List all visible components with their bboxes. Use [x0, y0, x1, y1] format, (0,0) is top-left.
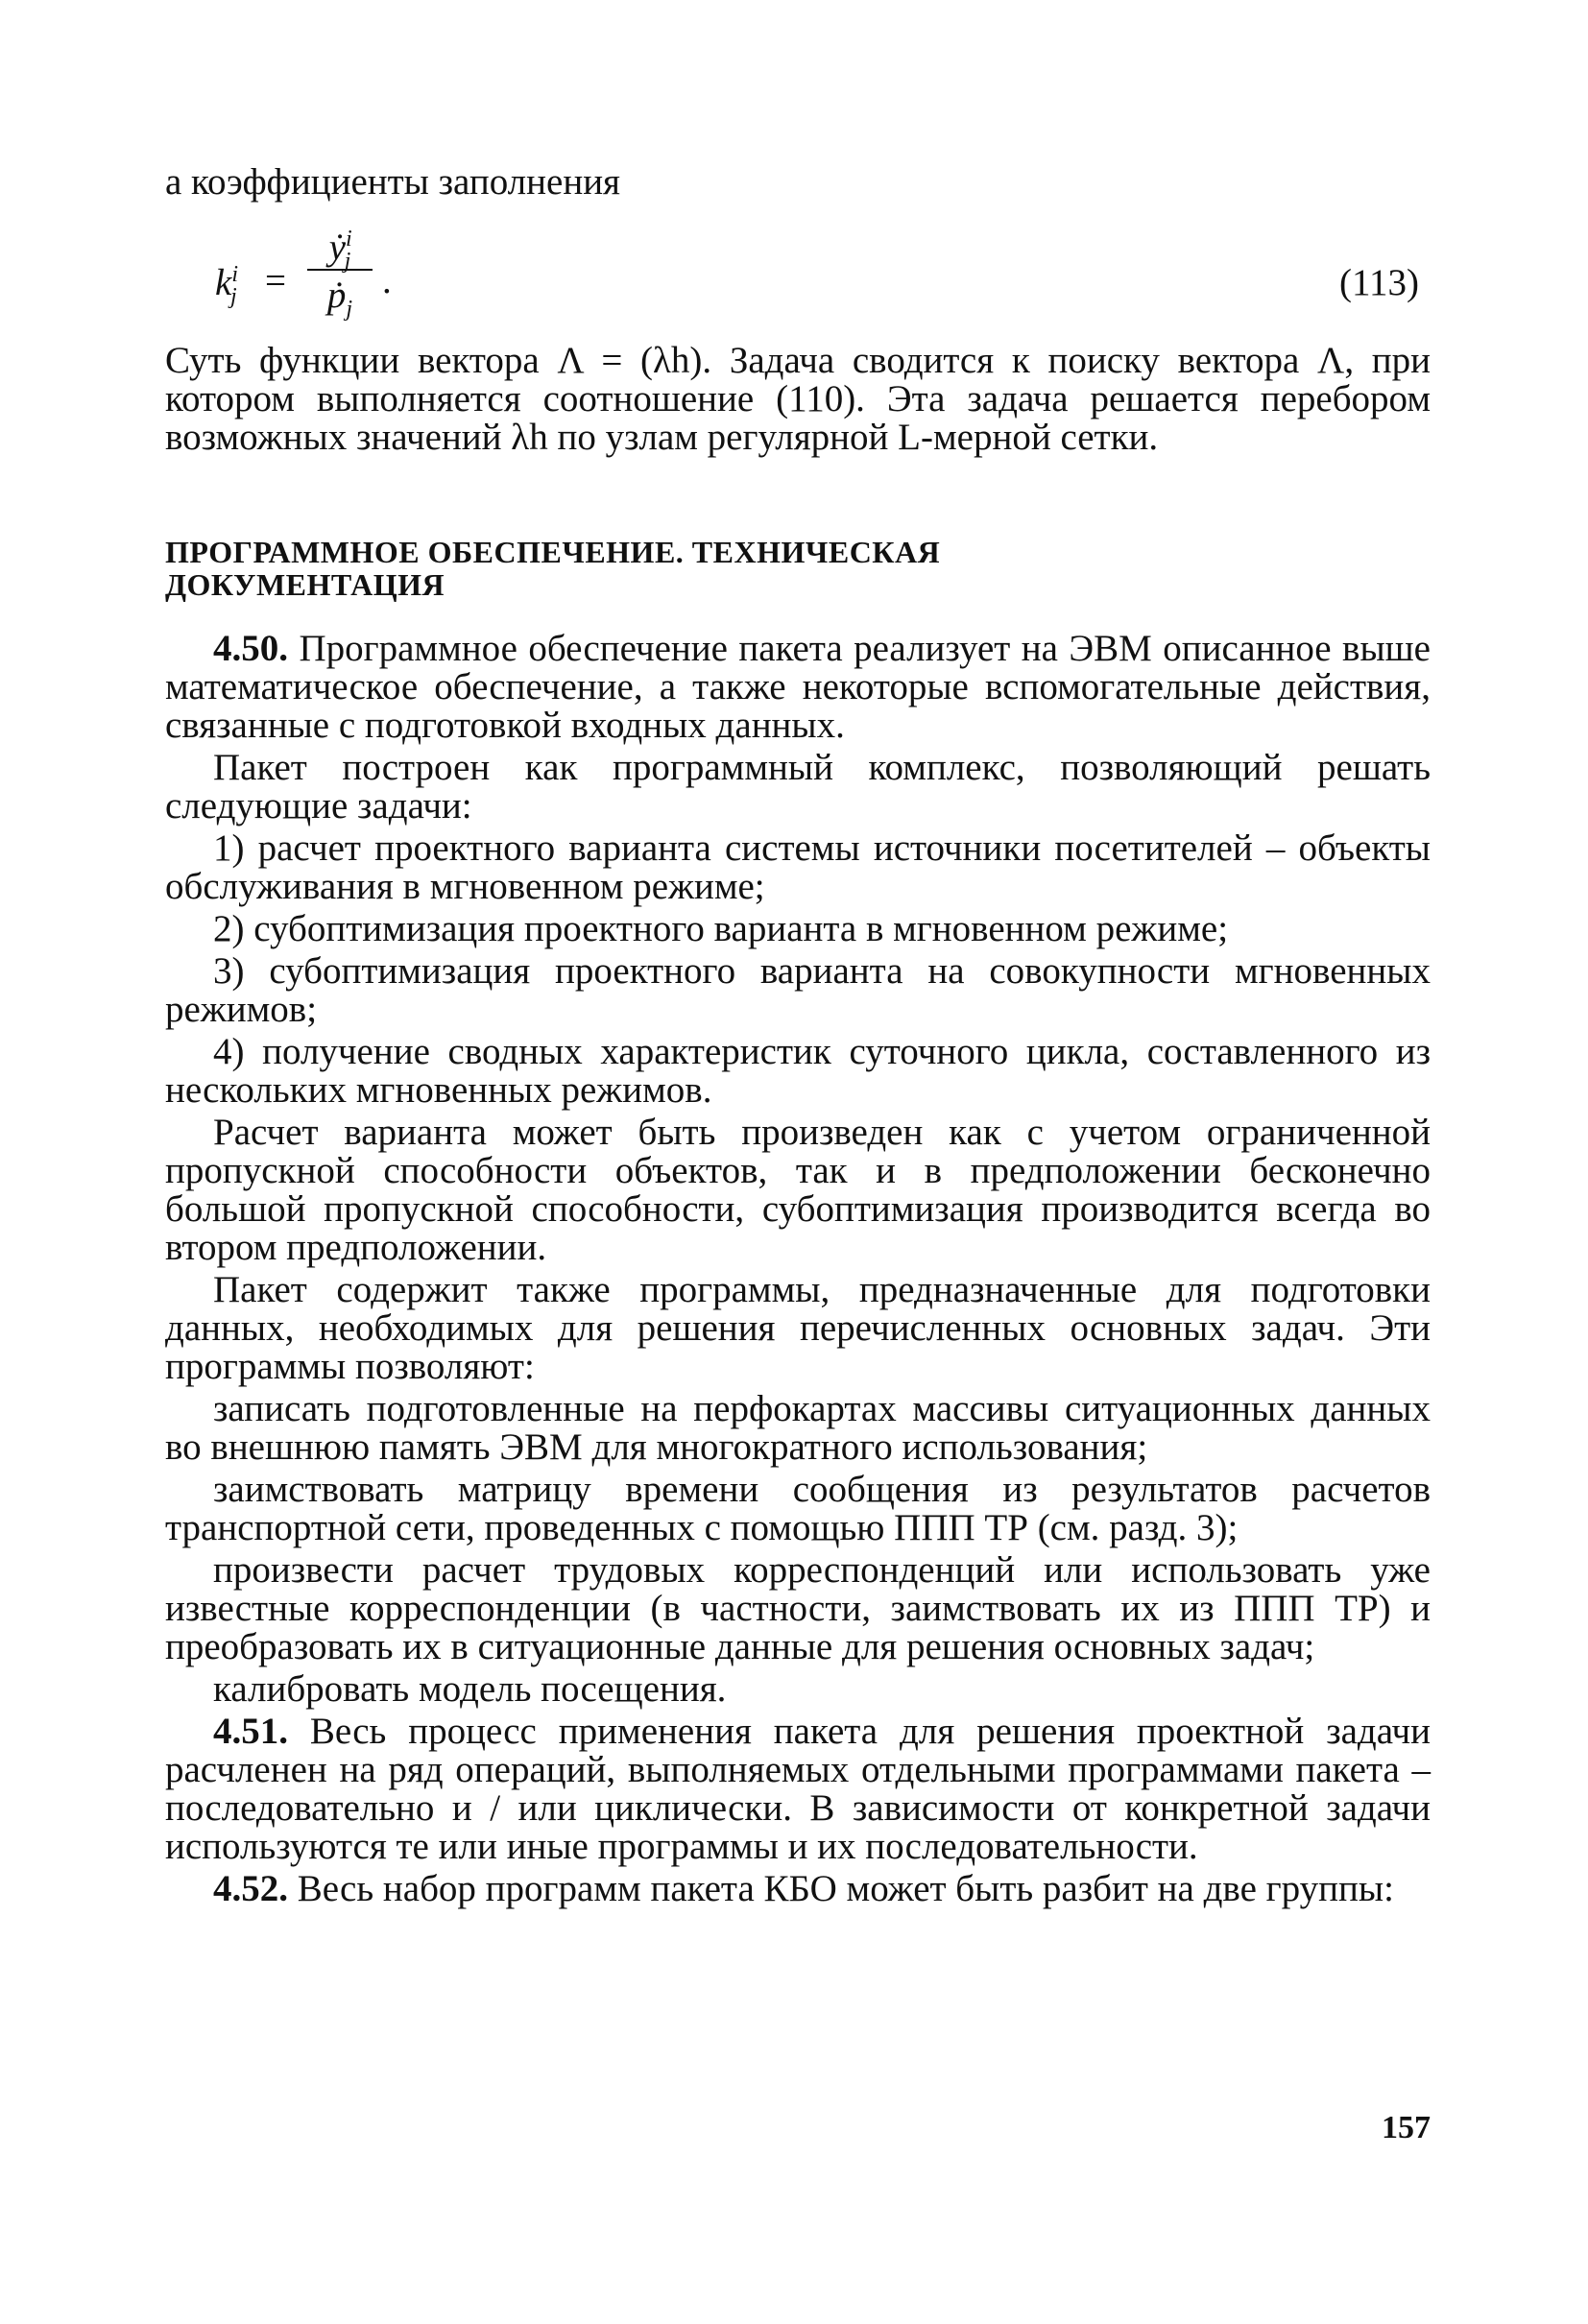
section-heading-line2: ДОКУМЕНТАЦИЯ — [165, 567, 445, 602]
paragraph-4-52: 4.52. Весь набор программ пакета КБО может быть разбит на две группы: — [213, 1868, 1394, 1909]
paragraph-4-51: 4.51. Весь процесс применения пакета для решения проектной задачи расчленен на ряд операций, выполняемых отдельными программами пакета – последовательно и / или циклически. В зависимости от конкретной задачи используются те или иные программы и их последовательности. — [165, 1711, 1432, 1867]
paragraph-number-4-50: 4.50. — [213, 628, 288, 669]
page-number: 157 — [1382, 2110, 1431, 2145]
intro-line: а коэффициенты заполнения — [165, 161, 620, 203]
list-item-2: 2) субоптимизация проектного варианта в мгновенном режиме; — [213, 908, 1229, 949]
paragraph-number-4-52: 4.52. — [213, 1868, 288, 1909]
paragraph-contains: Пакет содержит также программы, предназначенные для подготовки данных, необходимых для решения перечисленных основных задач. Эти программы позволяют: — [165, 1269, 1431, 1387]
paragraph-calculation: Расчет варианта может быть произведен как с учетом ограниченной пропускной способности объектов, так и в предположении бесконечно большой пропускной способности, субоптимизация производится всегда во втором предположении. — [165, 1112, 1431, 1268]
paragraph-number-4-51: 4.51. — [213, 1711, 288, 1752]
paragraph-package: Пакет построен как программный комплекс, позволяющий решать следующие задачи: — [165, 747, 1431, 827]
formula-denominator: ṗ$_j$ — [326, 275, 353, 322]
fraction-bar — [307, 269, 373, 271]
equation-number: (113) — [1338, 262, 1419, 303]
section-heading — [165, 536, 1431, 601]
formula-fraction — [301, 211, 378, 322]
list-item-3: 3) субоптимизация проектного варианта на совокупности мгновенных режимов; — [165, 950, 1431, 1030]
formula-period: . — [382, 260, 392, 301]
formula-lhs: $k^i_j$ — [215, 262, 238, 309]
task-item-2: заимствовать матрицу времени сообщения из результатов расчетов транспортной сети, проведенных с помощью ППП ТР (см. разд. 3); — [165, 1469, 1431, 1548]
formula-numerator: ẏ$^i_j$ — [328, 227, 352, 274]
list-item-1: 1) расчет проектного варианта системы источники посетителей – объекты обслуживания в мгновенном режиме; — [165, 827, 1431, 907]
task-item-1: записать подготовленные на перфокартах массивы ситуационных данных во внешнюю память ЭВМ для многократного использования; — [165, 1388, 1431, 1468]
formula-equals: = — [265, 260, 286, 301]
task-item-3: произвести расчет трудовых корреспонденций или использовать уже известные корреспонденции (в частности, заимствовать их из ППП ТР) и преобразовать их в ситуационные данные для решения основных задач; — [165, 1549, 1431, 1667]
paragraph-4-50: 4.50. Программное обеспечение пакета реализует на ЭВМ описанное выше математическое обеспечение, а также некоторые вспомогательные действия, связанные с подготовкой входных данных. — [165, 628, 1431, 746]
list-item-4: 4) получение сводных характеристик суточного цикла, составленного из нескольких мгновенных режимов. — [165, 1031, 1431, 1111]
page-body — [165, 163, 1431, 1908]
section-heading-line1: ПРОГРАММНОЕ ОБЕСПЕЧЕНИЕ. ТЕХНИЧЕСКАЯ — [165, 535, 941, 569]
formula-113 — [165, 211, 1431, 336]
task-item-4: калибровать модель посещения. — [213, 1668, 727, 1710]
paragraph-lambda: Суть функции вектора Λ = (λh). Задача сводится к поиску вектора Λ, при котором выполняется соотношение (110). Эта задача решается перебором возможных значений λh по узлам регулярной L-мерной сетки. — [165, 340, 1431, 458]
